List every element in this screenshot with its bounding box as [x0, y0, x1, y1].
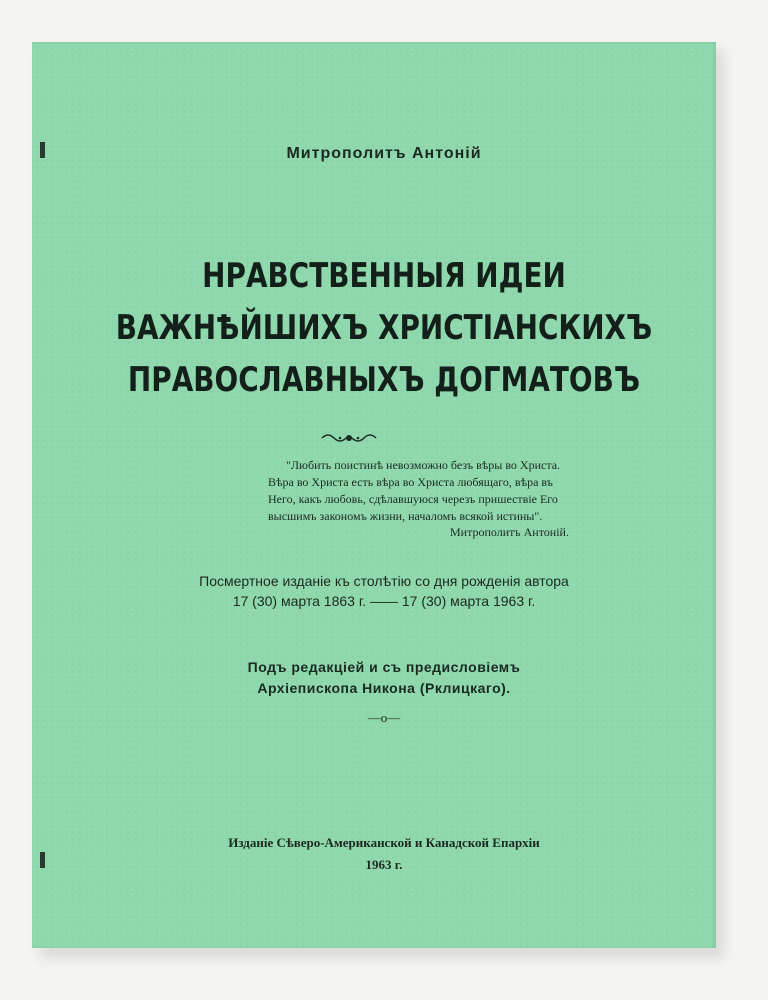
edition-line: 17 (30) марта 1863 г. —— 17 (30) марта 1963 г. — [232, 593, 536, 609]
title-line: НРАВСТВЕННЫЯ ИДЕИ — [202, 256, 566, 296]
edition-line: Посмертное изданіе къ столѣтію со дня рожденія автора — [199, 573, 569, 589]
publisher-name: Изданіе Сѣверо-Американской и Канадской Епархіи — [228, 835, 540, 850]
editor-line: Архіепископа Никона (Рклицкаго). — [257, 680, 511, 696]
cover-title — [69, 250, 699, 406]
quote-line: Него, какъ любовь, сдѣлавшуюся черезъ пришествіе Его — [268, 492, 558, 506]
edition-note — [0, 571, 768, 611]
quote-line: Вѣра во Христа есть вѣра во Христа любящаго, вѣра въ — [268, 475, 553, 489]
quote-line: "Любить поистинѣ невозможно безъ вѣры во Христа. — [286, 458, 561, 472]
title-line: ПРАВОСЛАВНЫХЪ ДОГМАТОВЪ — [127, 360, 641, 400]
cover-author: Митрополитъ Антоній — [286, 145, 482, 162]
publication-year: 1963 г. — [365, 857, 403, 872]
publisher-block — [0, 832, 768, 876]
divider-mark: —o— — [367, 710, 401, 725]
editor-line: Подъ редакціей и съ предисловіемъ — [247, 659, 521, 675]
ornament-icon — [320, 432, 378, 444]
epigraph-quote — [268, 457, 588, 525]
title-line: ВАЖНѢЙШИХЪ ХРИСТІАНСКИХЪ — [115, 308, 653, 348]
epigraph-author: Митрополитъ Антоній. — [450, 525, 569, 539]
editor-note — [0, 657, 768, 699]
quote-line: высшимъ закономъ жизни, началомъ всякой истины". — [268, 509, 543, 523]
